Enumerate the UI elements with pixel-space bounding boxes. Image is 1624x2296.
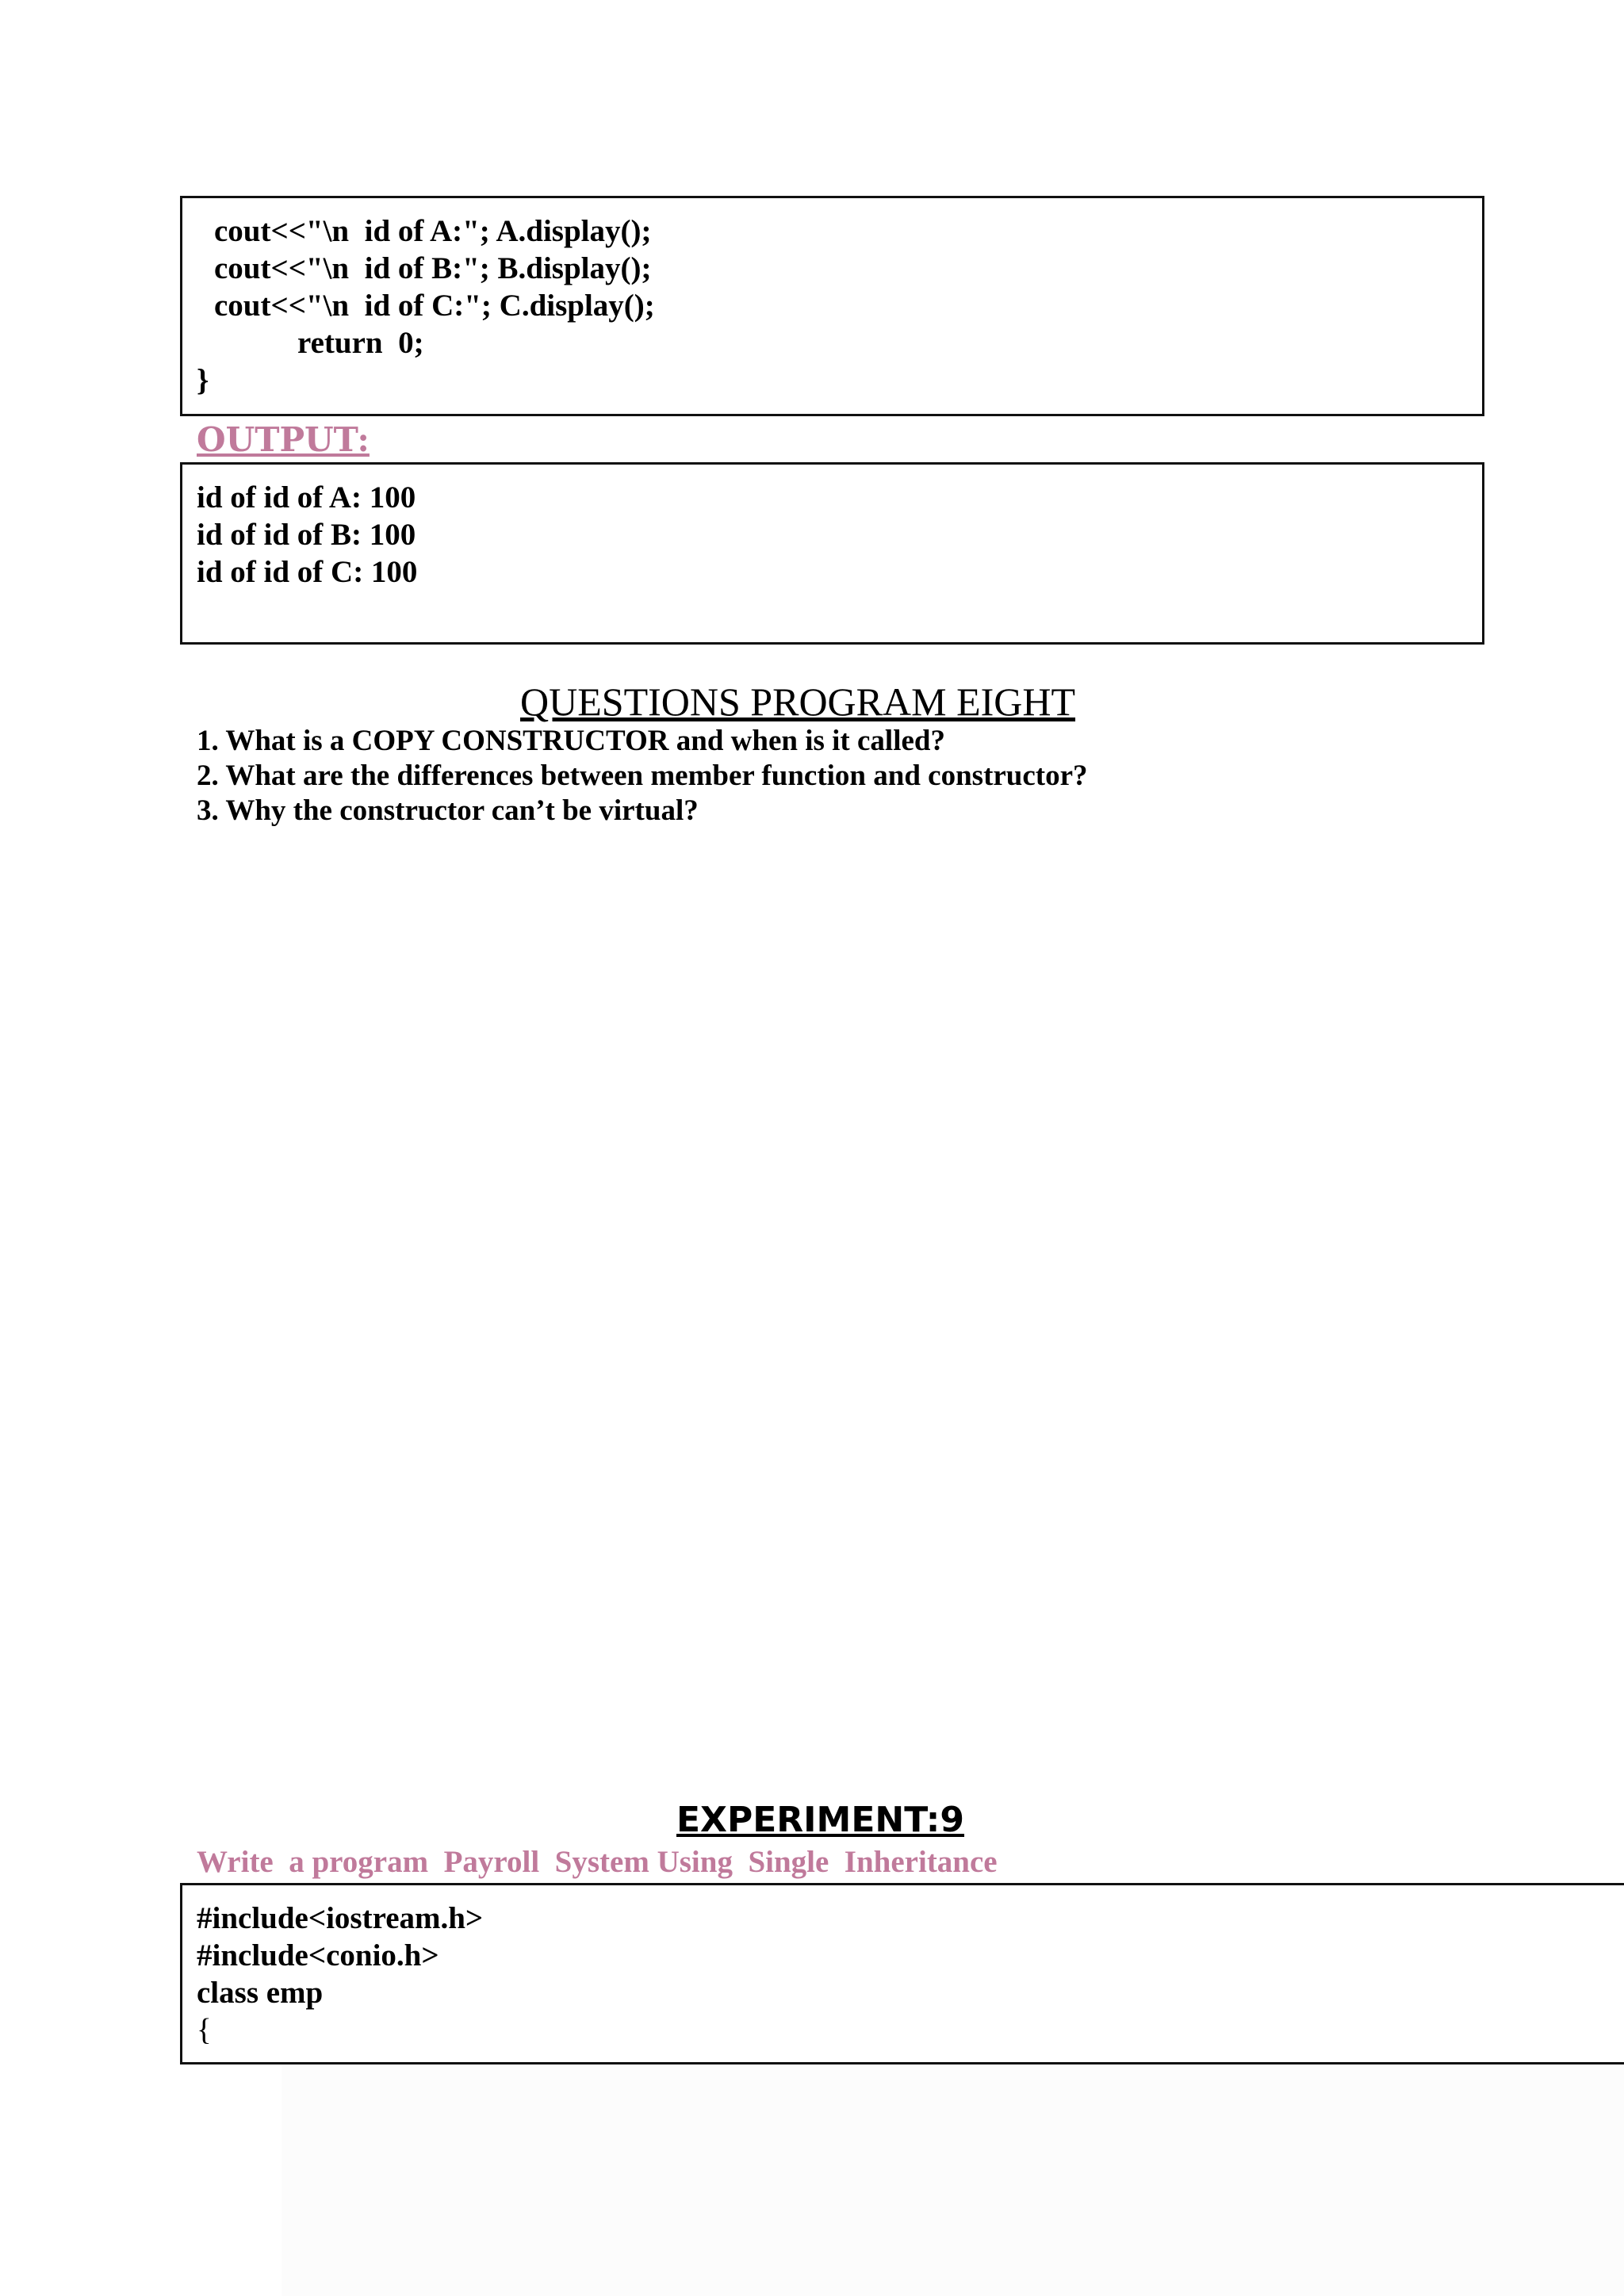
code-block-continuation <box>180 196 1484 416</box>
code-line: #include<conio.h> <box>197 1938 439 1973</box>
code-line: } <box>197 363 209 397</box>
question-item: 1. What is a COPY CONSTRUCTOR and when is it called? <box>197 725 945 757</box>
output-line: id of id of A: 100 <box>197 480 416 515</box>
code-line: #include<iostream.h> <box>197 1901 484 1935</box>
questions-heading: QUESTIONS PROGRAM EIGHT <box>520 679 1076 724</box>
page-shade <box>282 2063 1624 2296</box>
code-line: cout<<"\n id of B:"; B.display(); <box>214 251 652 285</box>
code-line: class emp <box>197 1976 324 2010</box>
code-line: return 0; <box>297 326 424 360</box>
output-label: OUTPUT: <box>197 420 370 459</box>
code-line: { <box>197 2013 212 2047</box>
experiment-heading: EXPERIMENT:9 <box>676 1800 965 1840</box>
code-line: cout<<"\n id of C:"; C.display(); <box>214 289 655 323</box>
question-item: 3. Why the constructor can’t be virtual? <box>197 794 699 827</box>
question-item: 2. What are the differences between member function and constructor? <box>197 760 1088 792</box>
output-line: id of id of C: 100 <box>197 555 418 589</box>
code-line: cout<<"\n id of A:"; A.display(); <box>214 214 652 248</box>
output-line: id of id of B: 100 <box>197 518 416 552</box>
experiment-aim: Write a program Payroll System Using Single Inheritance <box>197 1845 998 1879</box>
output-block <box>180 462 1484 645</box>
code-block-payroll <box>180 1883 1624 2064</box>
